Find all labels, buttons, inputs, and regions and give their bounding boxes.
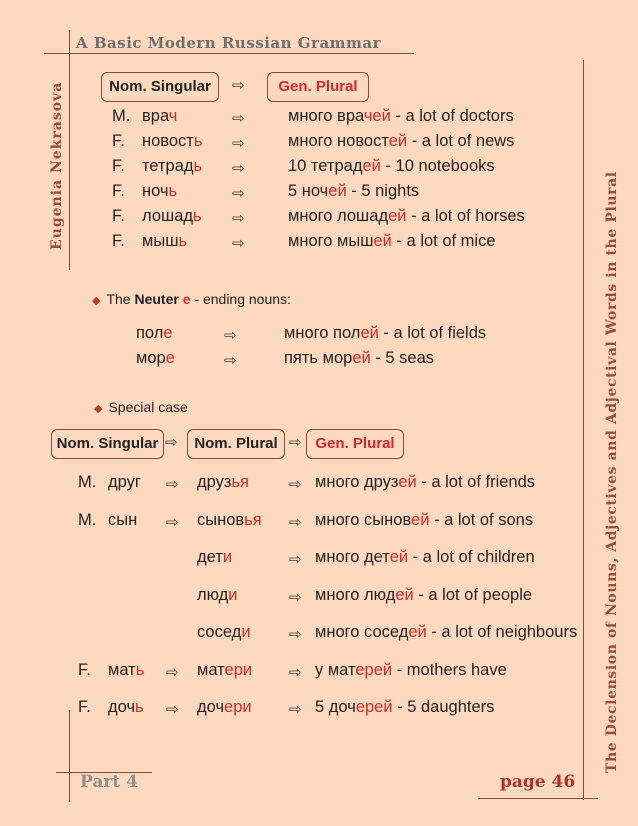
gen-plural-phrase [284,324,486,343]
phrase-translation: - a lot of friends [416,473,536,491]
word-ending: ья [244,510,262,529]
gender-text: F. [78,698,91,716]
phrase-stem: много новост [288,132,389,150]
arrow-icon: ⇨ [289,434,302,451]
nom-singular-word [142,157,202,176]
phrase-stem: много сынов [315,510,412,529]
arrow-icon: ⇨ [232,135,245,152]
arrow-icon: ⇨ [224,352,237,369]
word-stem: друг [108,473,141,491]
gender-text: F. [112,207,125,225]
gen-plural-phrase [315,473,535,492]
arrow-icon: ⇨ [289,588,302,606]
phrase-stem: 5 доч [315,698,356,716]
word-ending: ь [135,660,145,679]
word-stem: мат [197,660,225,679]
phrase-ending: ей [362,157,381,175]
word-ending: ь [178,232,188,250]
gender-text: F. [112,232,125,250]
phrase-ending: ерей [355,698,393,716]
phrase-stem: пять мор [284,349,353,367]
word-stem: вра [142,107,169,125]
gender-label [78,511,96,530]
gender-text: F. [112,132,125,150]
word-stem: ноч [142,182,169,200]
word-ending: ь [193,157,203,175]
arrow-icon: ⇨ [166,513,179,531]
gender-text: F. [78,660,91,679]
arrow-icon: ⇨ [165,434,178,451]
bullet-icon: ◆ [92,295,101,307]
nom-plural-word [197,548,232,567]
phrase-stem: много дет [315,548,390,566]
page-number: page 46 [500,772,576,792]
arrow-icon: ⇨ [232,160,245,177]
phrase-stem: у мат [315,660,356,679]
special-label: ◆ Special case [94,399,188,415]
gender-label [78,698,91,717]
word-stem: друз [197,473,232,491]
gen-plural-phrase [315,586,532,605]
gen-plural-phrase [315,661,507,680]
phrase-ending: ей [411,510,430,529]
nom-plural-word [197,511,262,530]
phrase-translation: - a lot of people [413,585,533,604]
arrow-icon: ⇨ [289,701,302,718]
word-stem: мор [136,349,166,367]
word-ending: е [165,349,175,367]
phrase-ending: ей [373,232,392,250]
phrase-ending: ей [388,132,408,150]
arrow-icon: ⇨ [289,513,302,531]
arrow-icon: ⇨ [166,663,179,681]
gen-plural-phrase [315,548,535,567]
arrow-icon: ⇨ [289,663,302,681]
phrase-translation: - a lot of neighbours [426,623,578,641]
gender-label [112,107,130,126]
word-stem: мат [108,660,136,679]
special-nom-plural-header: Nom. Plural [187,429,285,459]
arrow-icon: ⇨ [232,235,245,252]
phrase-stem: много сосед [315,623,409,641]
footer-part: Part 4 [80,772,138,792]
phrase-translation: - 5 daughters [392,698,495,716]
nom-singular-header: Nom. Singular [101,72,219,102]
chapter-vertical: The Declension of Nouns, Adjectives and Adjectival Words in the Plural [604,171,620,773]
word-ending: и [241,623,251,641]
nom-plural-word [197,623,251,642]
nom-singular-word [108,473,141,492]
gen-plural-phrase [288,182,419,201]
word-ending: ь [193,132,203,150]
nom-singular-word [142,132,202,151]
arrow-icon: ⇨ [232,77,245,94]
word-stem: новост [142,132,194,150]
nom-plural-word [197,661,252,680]
phrase-stem: много пол [284,324,361,342]
gender-label [112,232,125,251]
gender-text: M. [112,107,131,125]
word-ending: ь [168,182,178,200]
frame-line-top [44,53,414,54]
phrase-translation: - a lot of news [407,132,515,150]
phrase-ending: ей [328,182,347,200]
gender-text: F. [112,182,125,200]
word-ending: и [228,585,238,604]
phrase-ending: ей [352,349,371,367]
gen-plural-phrase [315,698,494,717]
gen-plural-phrase [315,623,577,642]
phrase-ending: ей [360,324,379,342]
phrase-ending: ей [389,548,409,566]
arrow-icon: ⇨ [289,626,302,643]
phrase-stem: 10 тетрад [288,157,363,175]
phrase-translation: - a lot of mice [391,232,496,250]
phrase-stem: много люд [315,585,396,604]
nom-singular-word [136,349,175,368]
nom-plural-word [197,473,249,492]
word-ending: е [163,324,173,342]
phrase-ending: ей [388,207,407,225]
word-ending: ч [168,107,178,125]
word-stem: тетрад [142,157,194,175]
gen-plural-phrase [288,157,495,176]
gen-plural-phrase [288,207,525,226]
phrase-translation: - 5 nights [346,182,420,200]
arrow-icon: ⇨ [232,185,245,202]
gen-plural-header: Gen. Plural [267,72,369,102]
word-ending: ь [135,698,144,716]
word-ending: и [222,548,233,566]
gender-label [112,132,125,151]
gender-label [78,473,96,492]
nom-singular-word [142,182,177,201]
nom-singular-word [142,207,202,226]
nom-singular-word [108,511,137,530]
gen-plural-phrase [288,232,496,251]
word-stem: люд [197,585,229,604]
phrase-translation: - mothers have [392,660,507,679]
gen-plural-phrase [315,511,533,530]
arrow-icon: ⇨ [166,701,179,718]
neuter-label: ◆ The Neuter е - ending nouns: [92,291,291,307]
nom-singular-word [142,107,177,126]
frame-line-right-top [583,60,584,600]
word-stem: доч [197,698,225,716]
phrase-translation: - a lot of doctors [390,107,514,125]
nom-plural-word [197,586,238,605]
nom-singular-word [108,661,144,680]
gender-text: M. [78,473,97,491]
frame-line-bottom [478,798,598,799]
gender-label [112,207,125,226]
word-stem: доч [108,698,136,716]
phrase-translation: - a lot of children [408,548,535,566]
phrase-ending: чей [363,107,391,125]
word-stem: мыш [142,232,179,250]
gender-text: M. [78,510,97,529]
phrase-translation: - a lot of fields [378,324,487,342]
phrase-stem: много мыш [288,232,374,250]
word-stem: лошад [142,207,194,225]
gen-plural-phrase [288,107,514,126]
phrase-ending: ерей [355,660,393,679]
nom-singular-word [108,698,144,717]
word-stem: сынов [197,510,245,529]
phrase-translation: - 5 seas [370,349,434,367]
gen-plural-phrase [284,349,434,368]
word-ending: ь [193,207,202,225]
gender-label [78,661,91,680]
arrow-icon: ⇨ [224,327,237,344]
special-gen-plural-header: Gen. Plural [306,429,404,459]
gender-label [112,182,125,201]
gen-plural-phrase [288,132,514,151]
arrow-icon: ⇨ [289,476,302,493]
word-stem: дет [197,548,223,566]
word-ending: ья [231,473,249,491]
frame-line-left-bottom [69,710,70,802]
page-header: A Basic Modern Russian Grammar [76,34,382,52]
special-nom-singular-header: Nom. Singular [51,429,164,459]
nom-plural-word [197,698,252,717]
frame-line-right-bottom [583,600,584,800]
phrase-stem: много вра [288,107,364,125]
gender-text: F. [112,157,125,175]
word-ending: ери [224,660,253,679]
nom-singular-word [142,232,187,251]
gender-label [112,157,125,176]
phrase-stem: 5 ноч [288,182,329,200]
phrase-translation: - a lot of sons [429,510,534,529]
word-stem: пол [136,324,164,342]
phrase-translation: - a lot of horses [406,207,525,225]
nom-singular-word [136,324,173,343]
frame-line-left [69,30,70,270]
word-stem: сосед [197,623,242,641]
phrase-stem: много друз [315,473,399,491]
phrase-stem: много лошад [288,207,389,225]
author-vertical: Eugenia Nekrasova [49,81,65,250]
arrow-icon: ⇨ [166,476,179,493]
bullet-icon: ◆ [94,403,103,415]
arrow-icon: ⇨ [232,210,245,227]
arrow-icon: ⇨ [232,110,245,127]
phrase-ending: ей [398,473,417,491]
phrase-ending: ей [395,585,414,604]
phrase-translation: - 10 notebooks [380,157,495,175]
word-stem: сын [108,510,138,529]
word-ending: ери [224,698,252,716]
arrow-icon: ⇨ [289,551,302,568]
phrase-ending: ей [408,623,427,641]
